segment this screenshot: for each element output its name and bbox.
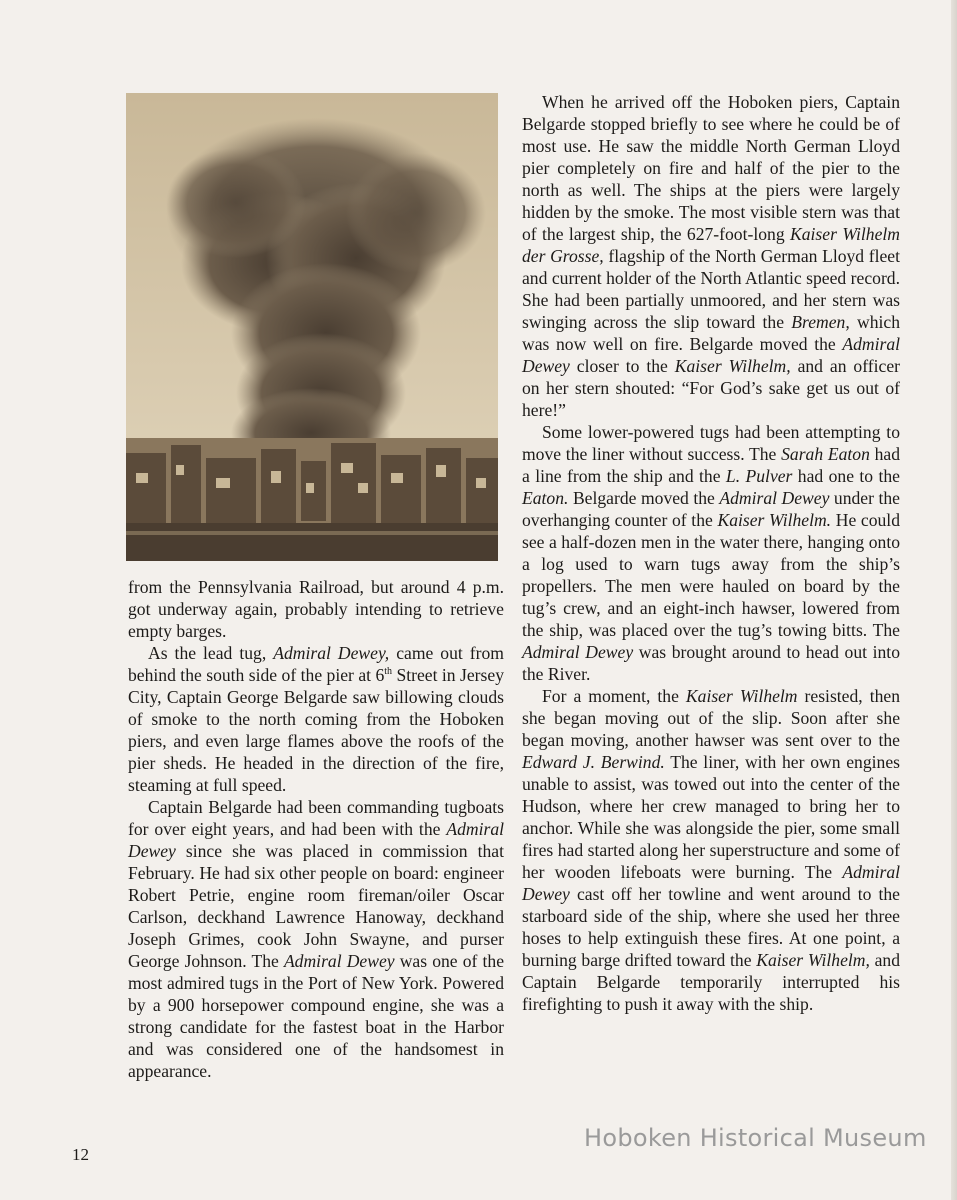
text-span: under the overhanging counter of the (522, 488, 900, 530)
italic-span: Admiral Dewey (128, 819, 504, 861)
italic-span: Kaiser Wilhelm (685, 686, 798, 706)
italic-span: Bremen, (791, 312, 850, 332)
paragraph (128, 642, 504, 796)
text-span: He could see a half-dozen men in the water there, hanging onto a log used to warn tugs away from the ship’s propellers. The men were hauled on board by the tug’s crew, and an eight-inch hawser, lowered from the ship, was placed over the tug’s towing bitts. The (522, 510, 900, 640)
italic-span: Kaiser Wilhelm, (756, 950, 870, 970)
italic-span: Kaiser Wilhelm. (717, 510, 832, 530)
text-span: Belgarde moved the (568, 488, 720, 508)
page-edge (951, 0, 957, 1200)
right-column-text (522, 91, 900, 1015)
italic-span: Kaiser Wilhelm der Grosse, (522, 224, 900, 266)
superscript: th (384, 666, 393, 678)
italic-span: Eaton. (522, 488, 569, 508)
text-span: Some lower-powered tugs had been attempting to move the liner without success. The (522, 422, 900, 464)
text-span: When he arrived off the Hoboken piers, Captain Belgarde stopped briefly to see where he could be of most use. He saw the middle North German Lloyd pier completely on fire and half of the pier to the north as well. The ships at the piers were largely hidden by the smoke. The most visible stern was that of the largest ship, the 627-foot-long (522, 92, 900, 244)
italic-span: Admiral Dewey (719, 488, 830, 508)
italic-span: Admiral Dewey (522, 642, 634, 662)
text-span: The liner, with her own engines unable to assist, was towed out into the center of the Hudson, where her crew managed to bring her to anchor. While she was alongside the pier, some small fires had started along her superstructure and some of her wooden lifeboats were burning. The (522, 752, 900, 882)
italic-span: Admiral Dewey (283, 951, 395, 971)
paragraph (522, 685, 900, 1015)
italic-span: Admiral Dewey (522, 862, 900, 904)
paragraph (128, 576, 504, 642)
italic-span: Sarah Eaton (781, 444, 870, 464)
left-column-text (128, 576, 504, 1082)
italic-span: Kaiser Wilhelm, (674, 356, 791, 376)
italic-span: Admiral Dewey (522, 334, 900, 376)
paragraph (128, 796, 504, 1082)
italic-span: L. Pulver (725, 466, 793, 486)
text-span: flagship of the North German Lloyd fleet and current holder of the North Atlantic speed record. She had been partially unmoored, and her stern was swinging across the slip toward the (522, 246, 900, 332)
page-number: 12 (72, 1145, 89, 1164)
watermark: Hoboken Historical Museum (584, 1124, 927, 1152)
fire-smoke-photo-icon (126, 93, 498, 561)
text-span: and Captain Belgarde temporarily interrupted his firefighting to push it away with the ship. (522, 950, 900, 1014)
italic-span: Admiral Dewey, (273, 643, 390, 663)
paragraph (522, 421, 900, 685)
text-span: Street in Jersey City, Captain George Belgarde saw billowing clouds of smoke to the north coming from the Hoboken piers, and even large flames above the roofs of the pier sheds. He headed in the direction of the fire, steaming at full speed. (128, 665, 504, 795)
text-span: closer to the (569, 356, 675, 376)
text-span: cast off her towline and went around to the starboard side of the ship, where she used her three hoses to help extinguish these fires. At one point, a burning barge drifted toward the (522, 884, 900, 970)
text-span: came out from behind the south side of the pier at 6 (128, 643, 504, 685)
italic-span: Edward J. Berwind. (522, 752, 665, 772)
text-span: had a line from the ship and the (522, 444, 900, 486)
text-span: Captain Belgarde had been commanding tugboats for over eight years, and had been with the (128, 797, 504, 839)
text-span: As the lead tug, (148, 643, 274, 663)
text-span: had one to the (792, 466, 900, 486)
paragraph (522, 91, 900, 421)
text-span: was one of the most admired tugs in the Port of New York. Powered by a 900 horsepower compound engine, she was a strong candidate for the fastest boat in the Harbor and was considered one of the handsomest in appearance. (128, 951, 505, 1081)
text-span: which was now well on fire. Belgarde moved the (522, 312, 900, 354)
text-span: was brought around to head out into the River. (522, 642, 900, 684)
text-span: resisted, then she began moving out of the slip. Soon after she began moving, another hawser was sent over to the (522, 686, 900, 750)
text-span: since she was placed in commission that February. He had six other people on board: engineer Robert Petrie, engine room fireman/oiler Oscar Carlson, deckhand Lawrence Hanoway, deckhand Joseph Grimes, cook John Swayne, and purser George Johnson. The (128, 841, 504, 971)
fire-smoke-photo (126, 93, 498, 561)
text-span: For a moment, the (542, 686, 686, 706)
text-span: and an officer on her stern shouted: “For God’s sake get us out of here!” (522, 356, 900, 420)
text-span: from the Pennsylvania Railroad, but around 4 p.m. got underway again, probably intending to retrieve empty barges. (128, 577, 504, 641)
